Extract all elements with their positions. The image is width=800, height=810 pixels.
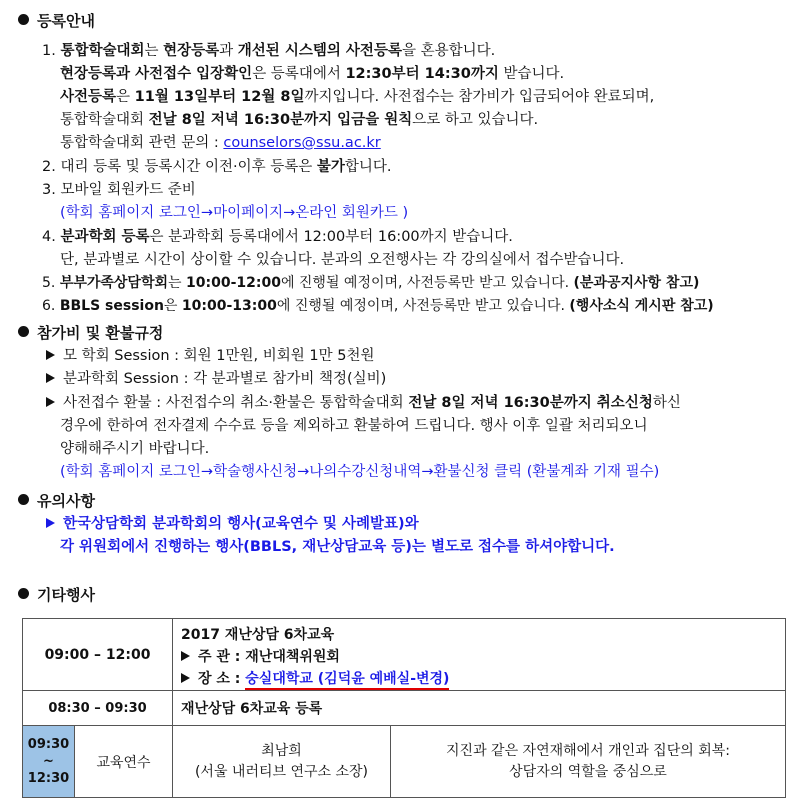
bullet-icon xyxy=(18,326,29,337)
row1-time: 09:00 – 12:00 xyxy=(22,618,173,691)
reg-item-4: 4. 분과학회 등록은 분과학회 등록대에서 12:00부터 16:00까지 받습니다. xyxy=(42,229,513,245)
reg-item-2: 2. 대리 등록 및 등록시간 이전·이후 등록은 불가합니다. xyxy=(42,159,392,175)
reg-item-5: 5. 부부가족상담학회는 10:00-12:00에 진행될 예정이며, 사전등록만 받고 있습니다. (분과공지사항 참고) xyxy=(42,275,700,291)
reg-item-6: 6. BBLS session은 10:00-13:00에 진행될 예정이며, 사전등록만 받고 있습니다. (행사소식 게시판 참고) xyxy=(42,298,714,314)
row3-speaker: 최남희 (서울 내러티브 연구소 소장) xyxy=(172,725,391,798)
fees-heading: 참가비 및 환불규정 xyxy=(18,322,163,343)
reg-item-1-line-3: 사전등록은 11월 13일부터 12월 8일까지입니다. 사전접수는 참가비가 입금되어야 완료되며, xyxy=(60,89,655,105)
bullet-icon xyxy=(18,588,29,599)
reg-item-1-line-4: 통합학술대회 전날 8일 저녁 16:30분까지 입금을 원칙으로 하고 있습니다. xyxy=(60,112,539,128)
reg-item-1-line-2: 현장등록과 사전접수 입장확인은 등록대에서 12:30부터 14:30까지 받습니다. xyxy=(60,66,565,82)
triangle-bullet-icon xyxy=(46,518,55,528)
fee-refund-line-3: 양해해주시기 바랍니다. xyxy=(60,441,210,457)
notice-line-2: 각 위원회에서 진행하는 행사(BBLS, 재난상담교육 등)는 별도로 접수를 하셔야합니다. xyxy=(60,539,615,555)
row3-topic: 지진과 같은 자연재해에서 개인과 집단의 회복: 상담자의 역할을 중심으로 xyxy=(390,725,786,798)
row2-time: 08:30 – 09:30 xyxy=(22,690,173,726)
bullet-icon xyxy=(18,494,29,505)
fee-refund-line-2: 경우에 한하여 전자결제 수수료 등을 제외하고 환불하여 드립니다. 행사 이후 일괄 처리되오니 xyxy=(60,418,648,434)
row1-details xyxy=(172,618,786,691)
triangle-bullet-icon xyxy=(46,397,55,407)
fee-sub-session: 분과학회 Session : 각 분과별로 참가비 책정(실비) xyxy=(46,368,386,390)
row1-host: 주 관 : 재난대책위원회 xyxy=(181,646,785,668)
row3-category: 교육연수 xyxy=(74,725,173,798)
reg-item-3-path: (학회 홈페이지 로그인→마이페이지→온라인 회원카드 ) xyxy=(60,205,409,221)
reg-item-4-note: 단, 분과별로 시간이 상이할 수 있습니다. 분과의 오전행사는 각 강의실에서 접수받습니다. xyxy=(60,252,625,268)
registration-heading: 등록안내 xyxy=(18,10,95,31)
contact-email-link[interactable]: counselors@ssu.ac.kr xyxy=(223,135,381,151)
triangle-bullet-icon xyxy=(46,350,55,360)
row1-title: 2017 재난상담 6차교육 xyxy=(181,627,335,643)
row3-time: 09:30 ~ 12:30 xyxy=(22,725,75,798)
reg-item-1-line-5: 통합학술대회 관련 문의 : counselors@ssu.ac.kr xyxy=(60,135,381,151)
reg-item-3: 3. 모바일 회원카드 준비 xyxy=(42,182,196,198)
triangle-bullet-icon xyxy=(181,673,190,683)
notice-line-1: 한국상담학회 분과학회의 행사(교육연수 및 사례발표)와 xyxy=(46,513,419,535)
triangle-bullet-icon xyxy=(181,651,190,661)
fee-refund-line-1: 사전접수 환불 : 사전접수의 취소·환불은 통합학술대회 전날 8일 저녁 16:30분까지 취소신청하신 xyxy=(46,392,681,414)
triangle-bullet-icon xyxy=(46,373,55,383)
other-events-heading: 기타행사 xyxy=(18,584,95,605)
fee-main-session: 모 학회 Session : 회원 1만원, 비회원 1만 5천원 xyxy=(46,345,374,367)
fee-refund-path: (학회 홈페이지 로그인→학술행사신청→나의수강신청내역→환불신청 클릭 (환불계좌 기재 필수) xyxy=(60,464,660,480)
row1-place: 장 소 : 숭실대학교 (김덕윤 예배실-변경) xyxy=(181,668,785,690)
bullet-icon xyxy=(18,14,29,25)
notice-heading: 유의사항 xyxy=(18,490,95,511)
reg-item-1-line-1: 1. 통합학술대회는 현장등록과 개선된 시스템의 사전등록을 혼용합니다. xyxy=(42,43,496,59)
row2-title: 재난상담 6차교육 등록 xyxy=(172,690,786,726)
